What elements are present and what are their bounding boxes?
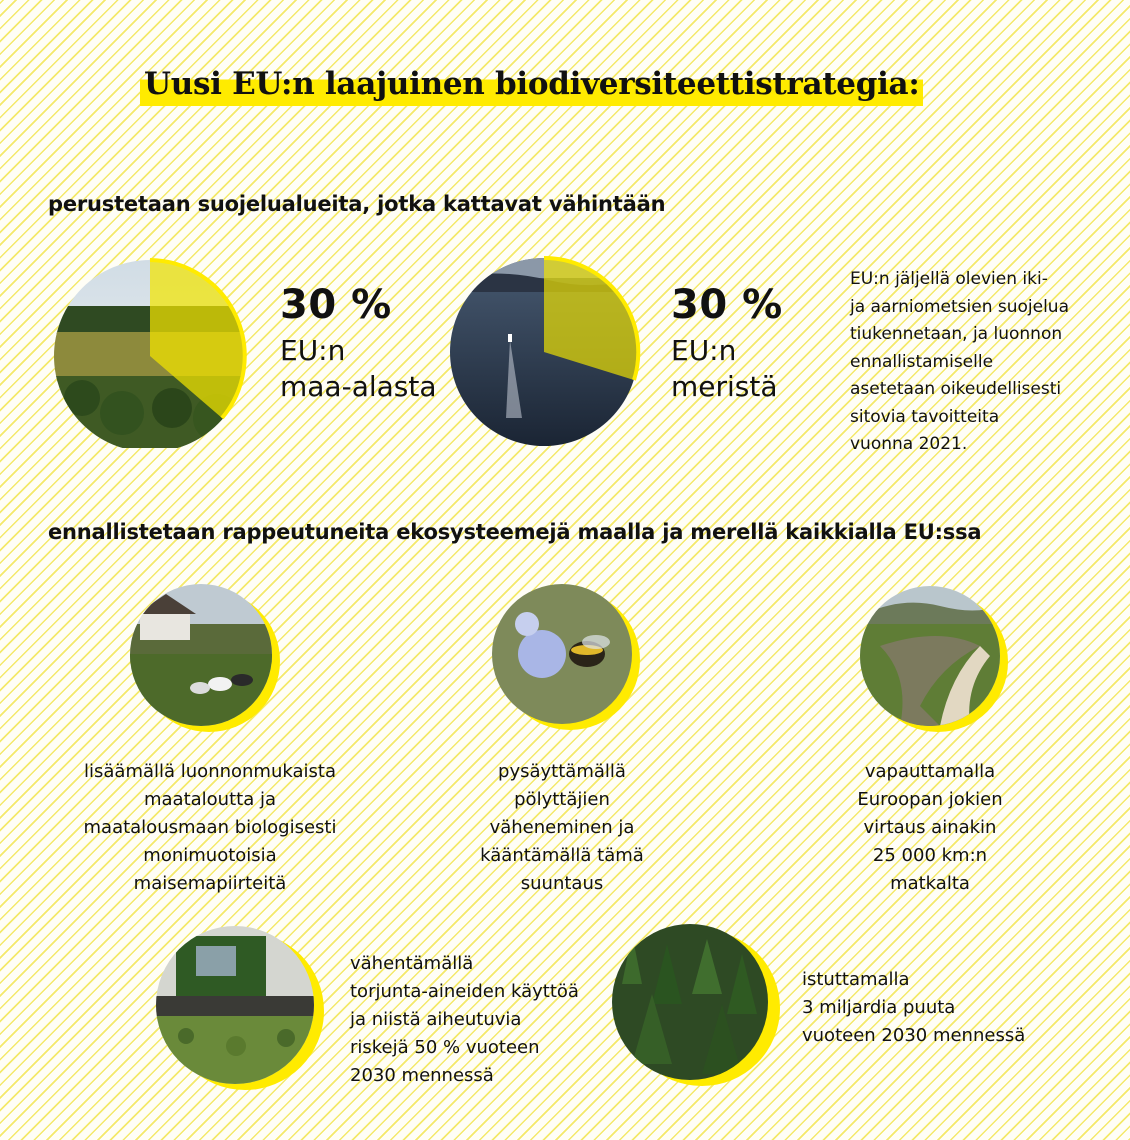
sea-boat-photo (448, 248, 648, 448)
caption-line: maataloutta ja (143, 789, 276, 810)
tractor-photo (156, 926, 314, 1084)
forest-note-line: tiukennetaan, ja luonnon (850, 324, 1063, 344)
bee-flower-photo (492, 584, 632, 724)
forest-note (850, 266, 1120, 459)
caption-line: istuttamalla (802, 969, 910, 990)
caption-line: suuntaus (520, 873, 604, 894)
farm-cows-photo (130, 584, 272, 726)
sea-label-line1: EU:n (671, 334, 737, 367)
caption-line: torjunta-aineiden käyttöä (350, 981, 579, 1002)
river-caption (780, 758, 1080, 898)
farm-caption (50, 758, 370, 898)
caption-line: kääntämällä tämä (480, 845, 644, 866)
caption-line: Euroopan jokien (857, 789, 1003, 810)
caption-line: matkalta (890, 873, 970, 894)
caption-line: vähentämällä (350, 953, 474, 974)
sea-percent: 30 % (671, 282, 783, 328)
forest-note-line: ennallistamiselle (850, 351, 994, 372)
page-title: Uusi EU:n laajuinen biodiversiteettistrategia: (140, 62, 923, 106)
bee-caption (412, 758, 712, 898)
caption-line: väheneminen ja (489, 817, 635, 838)
forest-note-line: ja aarniometsien suojelua (850, 296, 1069, 317)
forest-note-line: EU:n jäljellä olevien iki- (850, 269, 1048, 289)
caption-line: vapauttamalla (864, 761, 996, 782)
forest-note-line: vuonna 2021. (850, 434, 968, 454)
caption-line: monimuotoisia (143, 845, 277, 866)
land-forest-photo (52, 248, 252, 448)
river-photo (860, 586, 1000, 726)
land-label-line2: maa-alasta (280, 370, 437, 403)
tractor-caption (350, 950, 620, 1090)
land-label-line1: EU:n (280, 334, 346, 367)
sea-label-line2: meristä (671, 370, 778, 403)
caption-line: pysäyttämällä (498, 761, 626, 782)
caption-line: riskejä 50 % vuoteen (350, 1037, 540, 1058)
caption-line: lisäämällä luonnonmukaista (84, 761, 336, 782)
caption-line: virtaus ainakin (863, 817, 997, 838)
trees-photo (612, 924, 768, 1080)
caption-line: pölyttäjien (514, 789, 610, 810)
sea-pie-figure (448, 248, 648, 448)
section1-heading: perustetaan suojelualueita, jotka kattavat vähintään (48, 192, 666, 216)
caption-line: 25 000 km:n (872, 845, 988, 866)
section2-heading: ennallistetaan rappeutuneita ekosysteemejä maalla ja merellä kaikkialla EU:ssa (48, 520, 982, 544)
caption-line: maisemapiirteitä (133, 873, 287, 894)
forest-note-line: sitovia tavoitteita (850, 406, 1000, 427)
caption-line: vuoteen 2030 mennessä (802, 1025, 1026, 1046)
forest-note-line: asetetaan oikeudellisesti (850, 379, 1062, 399)
land-percent: 30 % (280, 282, 392, 328)
land-pie-figure (52, 248, 252, 448)
caption-line: 3 miljardia puuta (802, 997, 956, 1018)
caption-line: maatalousmaan biologisesti (83, 817, 337, 838)
caption-line: ja niistä aiheutuvia (350, 1009, 522, 1030)
trees-caption (802, 966, 1102, 1050)
caption-line: 2030 mennessä (350, 1065, 494, 1086)
